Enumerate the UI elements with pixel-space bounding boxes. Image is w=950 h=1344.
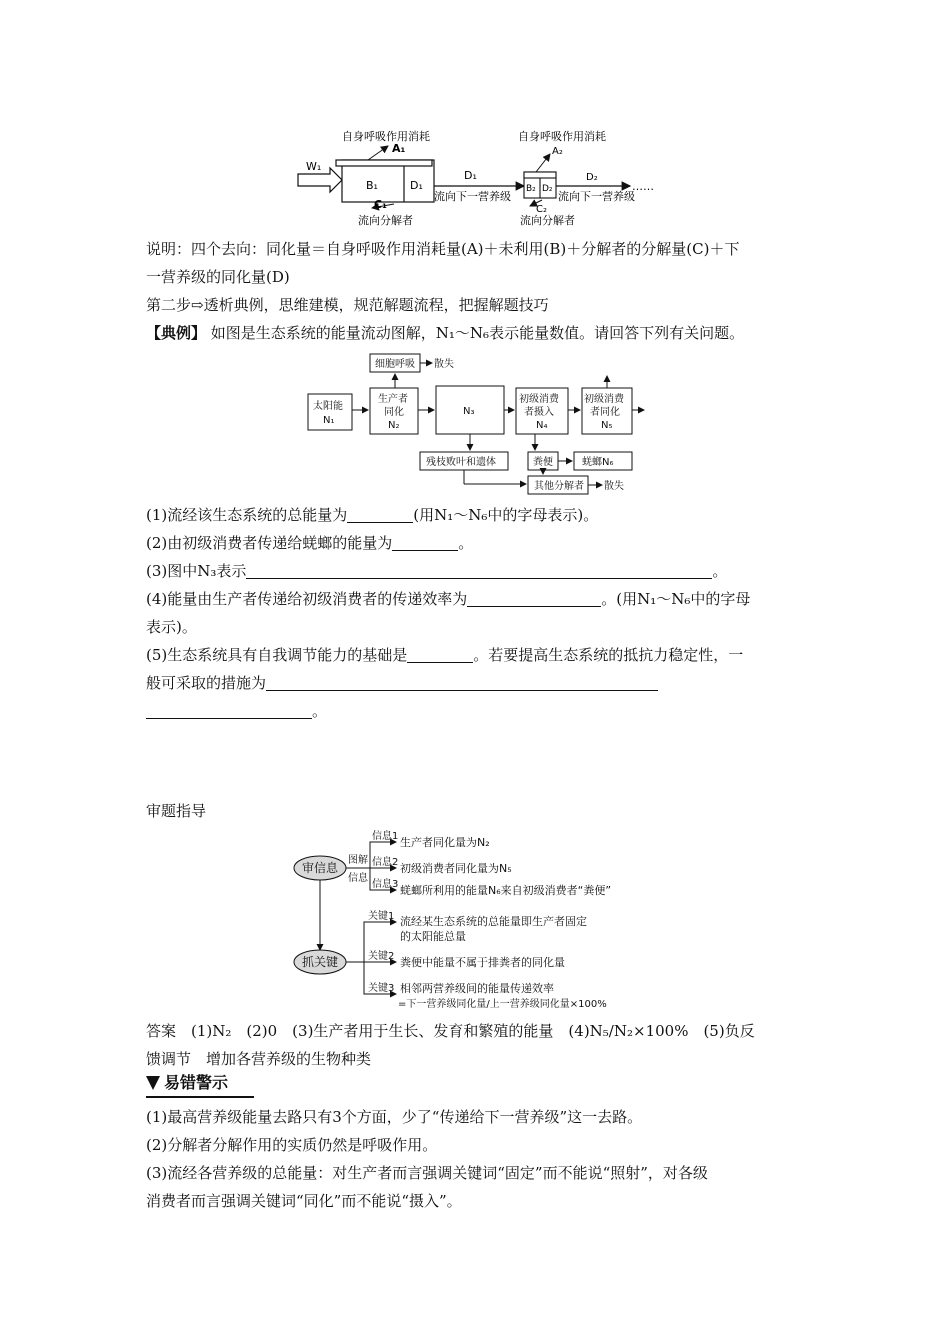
question-3-tail: 。 [712,562,728,580]
info-1-label: 信息1 [372,831,399,842]
question-1-tail: (用N₁～N₆中的字母表示)。 [413,506,599,524]
warning-3a: (3)流经各营养级的总能量：对生产者而言强调关键词“固定”而不能说“照射”，对各级 [146,1164,708,1182]
review-node: 审信息 [302,861,339,875]
warning-2: (2)分解者分解作用的实质仍然是呼吸作用。 [146,1136,438,1154]
warning-title: 易错警示 [164,1073,229,1092]
example-text: 如图是生态系统的能量流动图解，N₁～N₆表示能量数值。请回答下列有关问题。 [210,324,745,342]
key-3-text-1: 相邻两营养级间的能量传递效率 [400,982,554,995]
answer-blank-2[interactable] [392,535,458,551]
next-level-label-2: 流向下一营养级 [558,190,635,203]
producer-line1: 生产者 [378,394,408,405]
answer-blank-7[interactable] [146,703,312,719]
c1-label: C₁ [374,198,387,211]
litter-box: 残枝败叶和遗体 [426,457,496,468]
d2-arrow-label: D₂ [586,172,598,183]
n3-box: N₃ [463,406,475,417]
producer-line3: N₂ [388,420,400,431]
loss-label-2: 散失 [604,481,624,492]
decomposer-label-2: 流向分解者 [520,214,575,227]
warning-3b: 消费者而言强调关键词“同化”而不能说“摄入”。 [146,1192,462,1210]
d1-box-label: D₁ [410,179,423,192]
note-line-2: 一营养级的同化量(D) [146,268,290,286]
c2-label: C₂ [536,204,547,215]
answer-blank-4[interactable] [467,591,601,607]
example-line [146,322,744,344]
energy-flow-figure-1 [296,124,666,232]
info-3-label: 信息3 [372,879,399,890]
info-2-label: 信息2 [372,857,399,868]
consumer-intake-line3: N₄ [536,420,548,431]
grasp-node: 抓关键 [302,955,339,969]
a2-label: A₂ [552,146,563,157]
producer-line2: 同化 [384,407,404,418]
answer-blank-6[interactable] [266,675,658,691]
answer-blank-5[interactable] [407,647,473,663]
info-3-text: 蜣螂所利用的能量N₆来自初级消费者“粪便” [400,884,612,897]
info-1-text: 生产者同化量为N₂ [400,836,490,849]
info-2-text: 初级消费者同化量为N₅ [400,862,512,875]
b1-label: B₁ [366,179,378,192]
guide-heading: 审题指导 [146,802,207,820]
note-line-1: 说明：四个去向：同化量＝自身呼吸作用消耗量(A)＋未利用(B)＋分解者的分解量(C)＋下 [146,240,740,258]
diagram-info-label-2: 信息 [348,873,368,884]
key-2-text: 粪便中能量不属于排粪者的同化量 [400,956,565,969]
key-3-label: 关键3 [368,983,395,994]
respiration-box: 细胞呼吸 [375,359,415,370]
consumer-assim-line1: 初级消费 [584,394,624,405]
ellipsis: …… [632,180,654,193]
question-5-cont2 [146,700,327,722]
question-2-tail: 。 [458,534,474,552]
answer-blank-1[interactable] [347,507,413,523]
consumer-intake-line2: 者摄入 [524,407,554,418]
question-1 [146,504,598,526]
example-label: 【典例】 [146,324,207,342]
question-4 [146,588,750,610]
beetle-box: 蜣螂N₆ [582,457,614,468]
question-3 [146,560,727,582]
key-2-label: 关键2 [368,951,395,962]
question-5-end: 。 [312,702,328,720]
answer-line-2: 馈调节 增加各营养级的生物种类 [146,1050,372,1068]
consumer-assim-line2: 者同化 [590,407,620,418]
question-4-text: (4)能量由生产者传递给初级消费者的传递效率为 [146,590,468,608]
analysis-guide-figure [292,826,672,1012]
question-5-tail: 。若要提高生态系统的抵抗力稳定性，一 [473,646,744,664]
diagram-info-label-1: 图解 [348,855,368,866]
energy-flow-figure-2 [306,352,646,498]
question-5-cont [146,672,658,694]
question-1-text: (1)流经该生态系统的总能量为 [146,506,348,524]
consumer-intake-line1: 初级消费 [519,394,559,405]
feces-box: 粪便 [533,457,553,468]
question-2 [146,532,473,554]
key-1-text-2: 的太阳能总量 [400,930,466,943]
respiration-label-2: 自身呼吸作用消耗 [518,130,606,143]
key-1-text-1: 流经某生态系统的总能量即生产者固定 [400,915,587,928]
loss-label-1: 散失 [434,359,454,370]
a1-label: A₁ [392,142,406,155]
question-4-tail: 。(用N₁～N₆中的字母 [601,590,751,608]
d2-box-label: D₂ [542,184,553,194]
sun-box-line1: 太阳能 [313,401,343,412]
question-2-text: (2)由初级消费者传递给蜣螂的能量为 [146,534,393,552]
warning-1: (1)最高营养级能量去路只有3个方面，少了“传递给下一营养级”这一去路。 [146,1108,643,1126]
decomposer-label-1: 流向分解者 [358,214,413,227]
sun-box-line2: N₁ [323,415,335,426]
step2-heading: 第二步⇨透析典例，思维建模，规范解题流程，把握解题技巧 [146,296,549,314]
answer-blank-3[interactable] [246,563,712,579]
key-1-label: 关键1 [368,911,395,922]
decomposer-box: 其他分解者 [534,481,584,492]
warning-heading [146,1072,254,1098]
question-3-text: (3)图中N₃表示 [146,562,247,580]
question-4-cont: 表示)。 [146,618,197,636]
respiration-label-1: 自身呼吸作用消耗 [342,130,430,143]
answer-line-1: 答案 (1)N₂ (2)0 (3)生产者用于生长、发育和繁殖的能量 (4)N₅/N₂×100% (5)负反 [146,1022,755,1040]
consumer-assim-line3: N₅ [601,420,613,431]
question-5 [146,644,743,666]
question-5-text: (5)生态系统具有自我调节能力的基础是 [146,646,408,664]
b2-label: B₂ [526,184,536,194]
warning-triangle-icon [146,1076,160,1090]
next-level-label-1: 流向下一营养级 [434,190,511,203]
d1-arrow-label: D₁ [464,169,477,182]
w1-label: W₁ [306,160,322,173]
key-3-text-2: =下一营养级同化量/上一营养级同化量×100% [398,999,607,1010]
question-5-cont-text: 般可采取的措施为 [146,674,267,692]
